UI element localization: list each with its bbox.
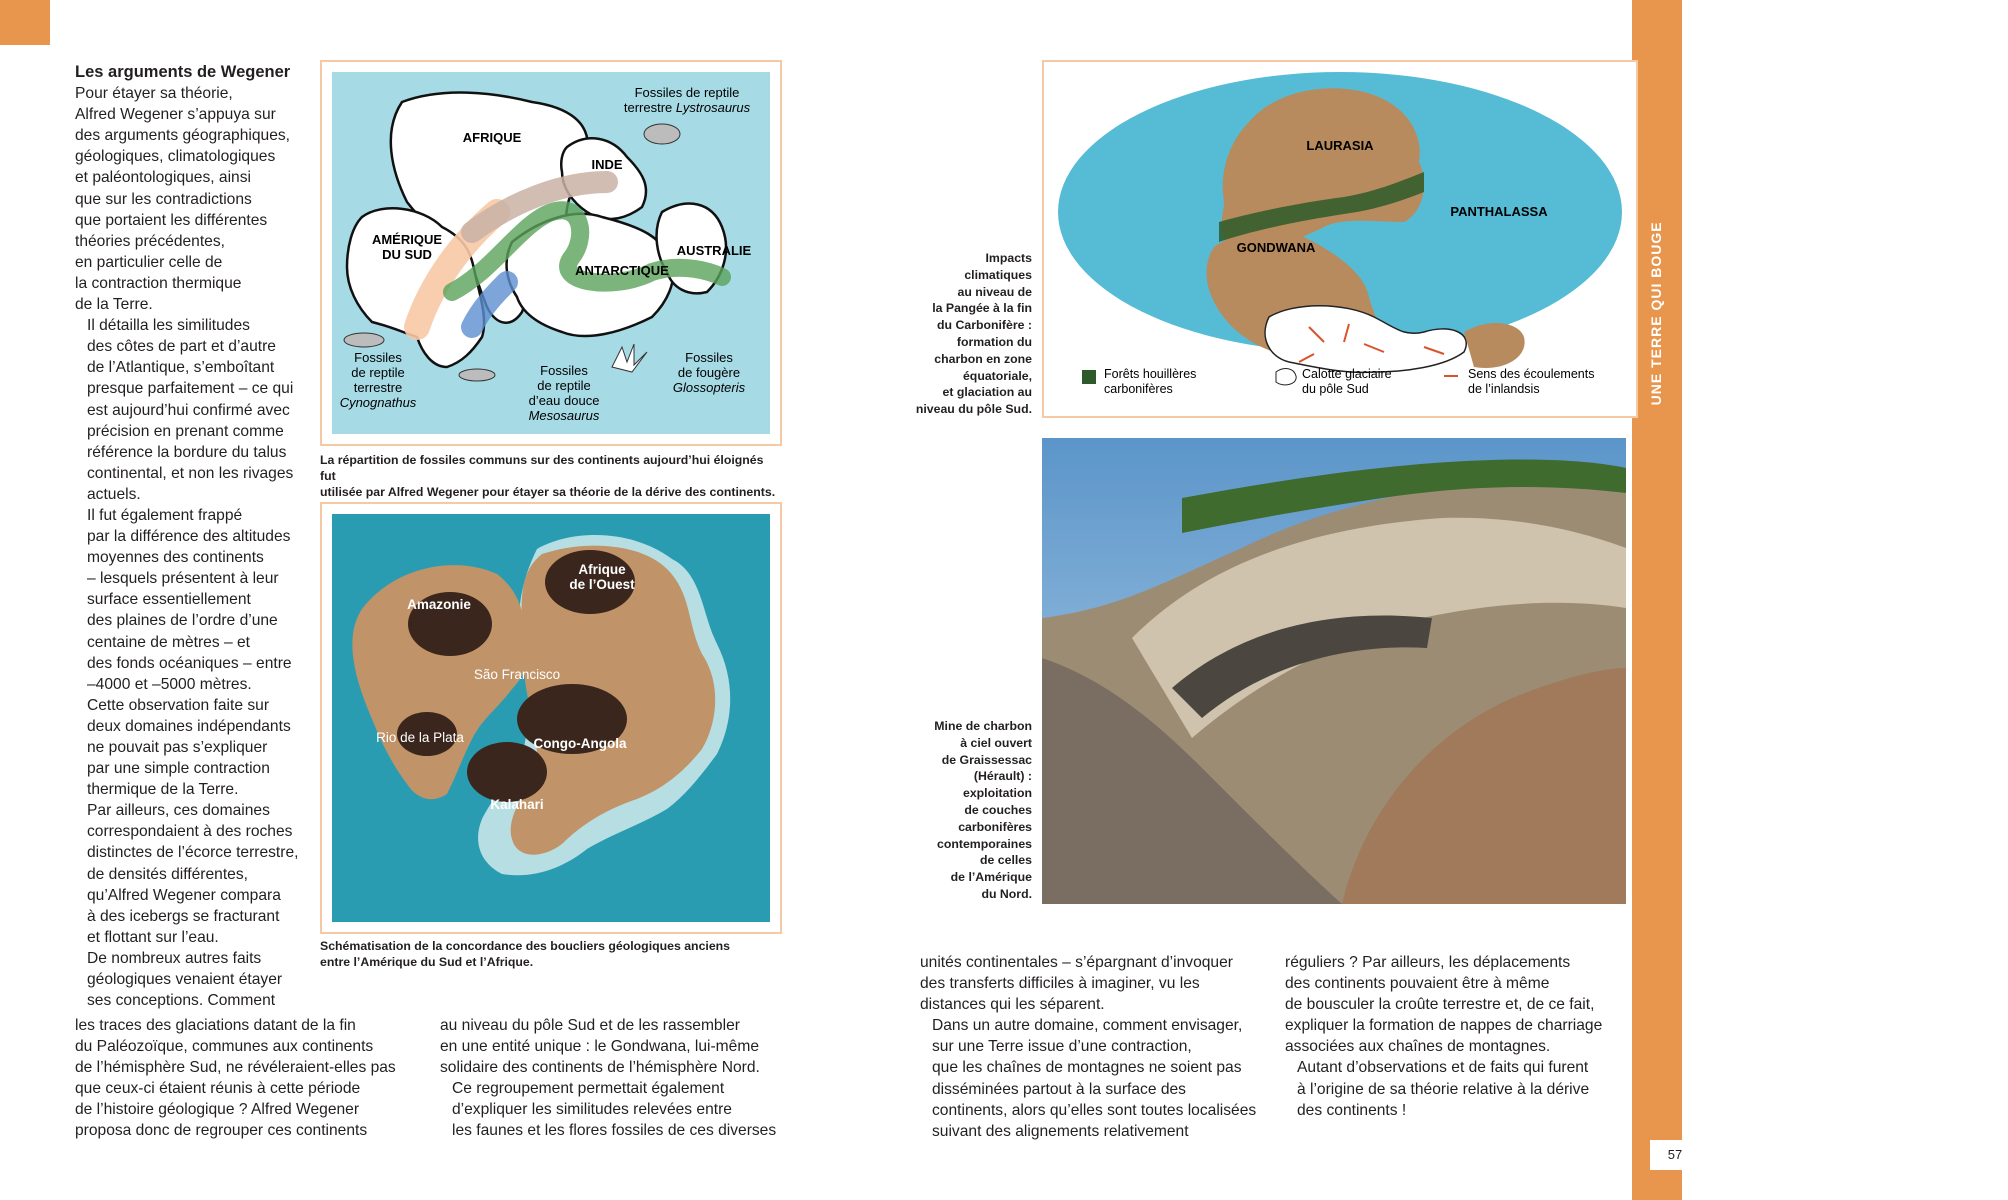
svg-text:terrestre Lystrosaurus (624, 100, 751, 115)
text-line: Par ailleurs, ces domaines (87, 802, 270, 820)
mesosaurus-icon (459, 369, 495, 381)
label-afrique-ouest2: de l’Ouest (569, 577, 635, 592)
label-amerique2: DU SUD (382, 247, 432, 262)
text-line: distinctes de l’écorce terrestre, (87, 844, 299, 862)
col3-para-b (920, 1015, 1280, 1142)
text-line: équatoriale, (962, 368, 1032, 383)
text-line: presque parfaitement – ce qui (87, 380, 294, 398)
text-line: thermique de la Terre. (87, 781, 239, 799)
col1-para-a (75, 83, 305, 315)
shields-caption-line2: entre l’Amérique du Sud et l’Afrique. (320, 955, 534, 969)
legend-calotte-1: Calotte glaciaire (1302, 367, 1392, 381)
label-antarctique: ANTARCTIQUE (575, 263, 669, 278)
cynognathus-icon (344, 333, 384, 347)
shield-kalahari (467, 742, 547, 802)
legend-calotte-2: du pôle Sud (1302, 382, 1369, 396)
col1-para-e (75, 1015, 445, 1142)
text-line: est aujourd’hui confirmé avec (87, 401, 290, 419)
fossil-map-figure (320, 60, 782, 446)
text-line: expliquer la formation de nappes de charriage (1285, 1017, 1603, 1035)
pangaea-figure (1042, 60, 1638, 418)
text-line: du Carbonifère : (937, 318, 1032, 333)
text-line: (Hérault) : (973, 769, 1032, 784)
col1-para-d (75, 948, 305, 1011)
text-line: en une entité unique : le Gondwana, lui-même (440, 1038, 760, 1056)
coal-mine-caption (900, 718, 1032, 903)
legend-sens-1: Sens des écoulements (1468, 367, 1595, 381)
col4-para-a (1285, 952, 1635, 1057)
text-line: Il fut également frappé (87, 506, 243, 524)
pangaea-caption (900, 250, 1032, 418)
label-cyno-3: terrestre (353, 380, 403, 395)
label-lystro-2: terrestre (623, 100, 673, 115)
text-line: des continents ! (1297, 1101, 1407, 1119)
label-glosso-2: de fougère (677, 365, 741, 380)
text-line: Alfred Wegener s’appuya sur (75, 106, 276, 124)
page-number: 57 (1650, 1140, 1700, 1170)
text-line: du Nord. (981, 886, 1032, 901)
text-line: les faunes et les flores fossiles de ces diverses (452, 1122, 777, 1140)
text-line: de couches (964, 802, 1032, 817)
text-line: qu’Alfred Wegener compara (87, 886, 281, 904)
text-line: de l’Atlantique, s’emboîtant (87, 359, 275, 377)
label-meso-1: Fossiles (540, 363, 588, 378)
text-line: deux domaines indépendants (87, 717, 291, 735)
text-line: distances qui les séparent. (920, 996, 1105, 1014)
text-line: à l’origine de sa théorie relative à la dérive (1297, 1080, 1590, 1098)
text-line: De nombreux autres faits (87, 949, 262, 967)
text-line: de densités différentes, (87, 865, 248, 883)
fossil-caption-line2: utilisée par Alfred Wegener pour étayer sa théorie de la dérive des continents. (320, 485, 776, 499)
text-line: référence la bordure du talus (87, 443, 287, 461)
text-line: des fonds océaniques – entre (87, 654, 292, 672)
text-line: Ce regroupement permettait également (452, 1080, 725, 1098)
label-cyno-1: Fossiles (354, 350, 402, 365)
col1-para-c (75, 505, 305, 948)
text-line: et paléontologiques, ainsi (75, 169, 251, 187)
text-line: de la Terre. (75, 296, 153, 314)
text-line: d’expliquer les similitudes relevées entre (452, 1101, 732, 1119)
label-amerique1: AMÉRIQUE (371, 232, 443, 247)
col2-para-b (440, 1078, 800, 1141)
shields-caption-line1: Schématisation de la concordance des boucliers géologiques anciens (320, 939, 731, 953)
text-line: la contraction thermique (75, 274, 242, 292)
fossil-caption-line1: La répartition de fossiles communs sur des continents aujourd’hui éloignés fut (320, 453, 764, 483)
corner-tab (0, 0, 50, 45)
fossil-map-caption (320, 452, 780, 500)
shields-caption (320, 938, 780, 970)
text-line: en particulier celle de (75, 253, 223, 271)
lystrosaurus-icon (644, 124, 680, 144)
text-line: formation du (956, 334, 1032, 349)
text-line: –4000 et –5000 mètres. (87, 675, 252, 693)
text-line: contemporaines (937, 836, 1032, 851)
text-line: que les chaînes de montagnes ne soient pas (932, 1059, 1242, 1077)
label-inde: INDE (591, 157, 623, 172)
label-cyno-2: de reptile (351, 365, 405, 380)
label-kalahari: Kalahari (490, 797, 544, 812)
text-line: de l’Amérique (950, 870, 1032, 885)
shields-figure (320, 502, 782, 934)
text-line: Pour étayer sa théorie, (75, 85, 233, 103)
label-congo: Congo-Angola (533, 736, 627, 751)
legend-ice-icon (1276, 369, 1296, 385)
text-line: solidaire des continents de l’hémisphère Nord. (440, 1059, 760, 1077)
text-line: charbon en zone (934, 351, 1032, 366)
col3-para-a (920, 952, 1280, 1015)
label-australie: AUSTRALIE (676, 243, 752, 258)
text-line: les traces des glaciations datant de la fin (75, 1017, 356, 1034)
text-line: carbonifères (958, 819, 1032, 834)
shields-map (322, 504, 780, 932)
text-line: continental, et non les rivages (87, 464, 294, 482)
label-afrique: AFRIQUE (462, 130, 522, 145)
text-line: des plaines de l’ordre d’une (87, 612, 278, 630)
col2-para-a (440, 1015, 800, 1078)
text-line: de Graissessac (941, 752, 1032, 767)
text-line: continents, alors qu’elles sont toutes localisées (932, 1101, 1257, 1119)
text-line: à des icebergs se fracturant (87, 907, 280, 925)
column-4 (1285, 952, 1635, 1121)
coal-mine-photo (1042, 438, 1626, 904)
text-line: précision en prenant comme (87, 422, 284, 440)
side-banner-title (1632, 60, 2008, 420)
legend-forets-2: carbonifères (1104, 382, 1173, 396)
column-3 (920, 952, 1280, 1142)
label-glosso-1: Fossiles (685, 350, 733, 365)
text-line: Cette observation faite sur (87, 696, 270, 714)
text-line: du Paléozoïque, communes aux continents (75, 1038, 374, 1056)
text-line: Dans un autre domaine, comment envisager, (932, 1017, 1243, 1035)
pangaea-map (1044, 62, 1636, 416)
label-meso-3: d’eau douce (528, 393, 600, 408)
text-line: au niveau du pôle Sud et de les rassembler (440, 1017, 740, 1034)
text-line: disséminées partout à la surface des (932, 1080, 1186, 1098)
label-afrique-ouest1: Afrique (578, 562, 626, 577)
label-sao-francisco: São Francisco (473, 667, 561, 682)
text-line: surface essentiellement (87, 591, 251, 609)
text-line: théories précédentes, (75, 232, 225, 250)
text-line: des continents pouvaient être à même (1285, 975, 1550, 993)
text-line: par la différence des altitudes (87, 528, 291, 546)
text-line: suivant des alignements relativement (932, 1122, 1189, 1140)
text-line: moyennes des continents (87, 549, 264, 567)
label-laurasia: LAURASIA (1306, 138, 1374, 153)
text-line: par une simple contraction (87, 760, 270, 778)
text-line: exploitation (962, 786, 1032, 801)
side-banner-part2: UNE TERRE QUI BOUGE (1648, 221, 1664, 406)
text-line: des arguments géographiques, (75, 127, 290, 145)
label-cyno-4: Cynognathus (339, 395, 417, 410)
text-line: géologiques venaient étayer (87, 971, 283, 989)
legend-forest-icon (1082, 370, 1096, 384)
text-line: Il détailla les similitudes (87, 317, 250, 335)
section-heading: Les arguments de Wegener (75, 63, 291, 81)
text-line: au niveau de (957, 284, 1032, 299)
side-banner-part1: L’INTUITION DE WEGENER (1806, 233, 2008, 249)
column-1 (75, 62, 305, 1011)
column-2 (440, 1015, 800, 1142)
label-gondwana: GONDWANA (1236, 240, 1316, 255)
text-line: niveau du pôle Sud. (915, 402, 1032, 417)
text-line: climatiques (964, 267, 1032, 282)
label-panthalassa: PANTHALASSA (1450, 204, 1548, 219)
text-line: des transferts difficiles à imaginer, vu les (920, 975, 1200, 993)
text-line: de l’hémisphère Sud, ne révéleraient-elles pas (75, 1059, 396, 1077)
text-line: et flottant sur l’eau. (87, 928, 219, 946)
col1-para-b (75, 315, 305, 505)
text-line: actuels. (87, 485, 141, 503)
text-line: de celles (980, 853, 1032, 868)
label-lystro-3: Lystrosaurus (675, 100, 751, 115)
legend-sens-2: de l’inlandsis (1468, 382, 1540, 396)
legend-forets-1: Forêts houillères (1104, 367, 1197, 381)
text-line: associées aux chaînes de montagnes. (1285, 1038, 1551, 1056)
text-line: de bousculer la croûte terrestre et, de ce fait, (1285, 996, 1595, 1014)
text-line: centaine de mètres – et (87, 633, 250, 651)
label-meso-4: Mesosaurus (528, 408, 600, 423)
text-line: sur une Terre issue d’une contraction, (932, 1038, 1192, 1056)
text-line: des côtes de part et d’autre (87, 338, 276, 356)
text-line: correspondaient à des roches (87, 823, 293, 841)
text-line: la Pangée à la fin (932, 301, 1032, 316)
text-line: que sur les contradictions (75, 190, 252, 208)
text-line: de l’histoire géologique ? Alfred Wegener (75, 1101, 360, 1119)
label-lystro-1: Fossiles de reptile (634, 85, 740, 100)
text-line: géologiques, climatologiques (75, 148, 276, 166)
fossil-map (322, 62, 780, 444)
text-line: Mine de charbon (934, 719, 1032, 733)
label-rio-plata: Rio de la Plata (376, 730, 464, 745)
text-line: réguliers ? Par ailleurs, les déplacements (1285, 954, 1571, 971)
text-line: ses conceptions. Comment (87, 992, 276, 1010)
text-line: proposa donc de regrouper ces continents (75, 1122, 368, 1140)
label-glosso-3: Glossopteris (672, 380, 746, 395)
label-amazonie: Amazonie (407, 597, 471, 612)
text-line: à ciel ouvert (960, 735, 1032, 750)
text-line: – lesquels présentent à leur (87, 570, 279, 588)
text-line: unités continentales – s’épargnant d’invoquer (920, 954, 1233, 971)
col4-para-b (1285, 1057, 1635, 1120)
text-line: Autant d’observations et de faits qui furent (1297, 1059, 1589, 1077)
text-line: que ceux-ci étaient réunis à cette période (75, 1080, 361, 1098)
text-line: que portaient les différentes (75, 211, 268, 229)
text-line: ne pouvait pas s’expliquer (87, 739, 268, 756)
text-line: Impacts (985, 251, 1032, 265)
text-line: et glaciation au (942, 385, 1032, 400)
label-meso-2: de reptile (537, 378, 591, 393)
